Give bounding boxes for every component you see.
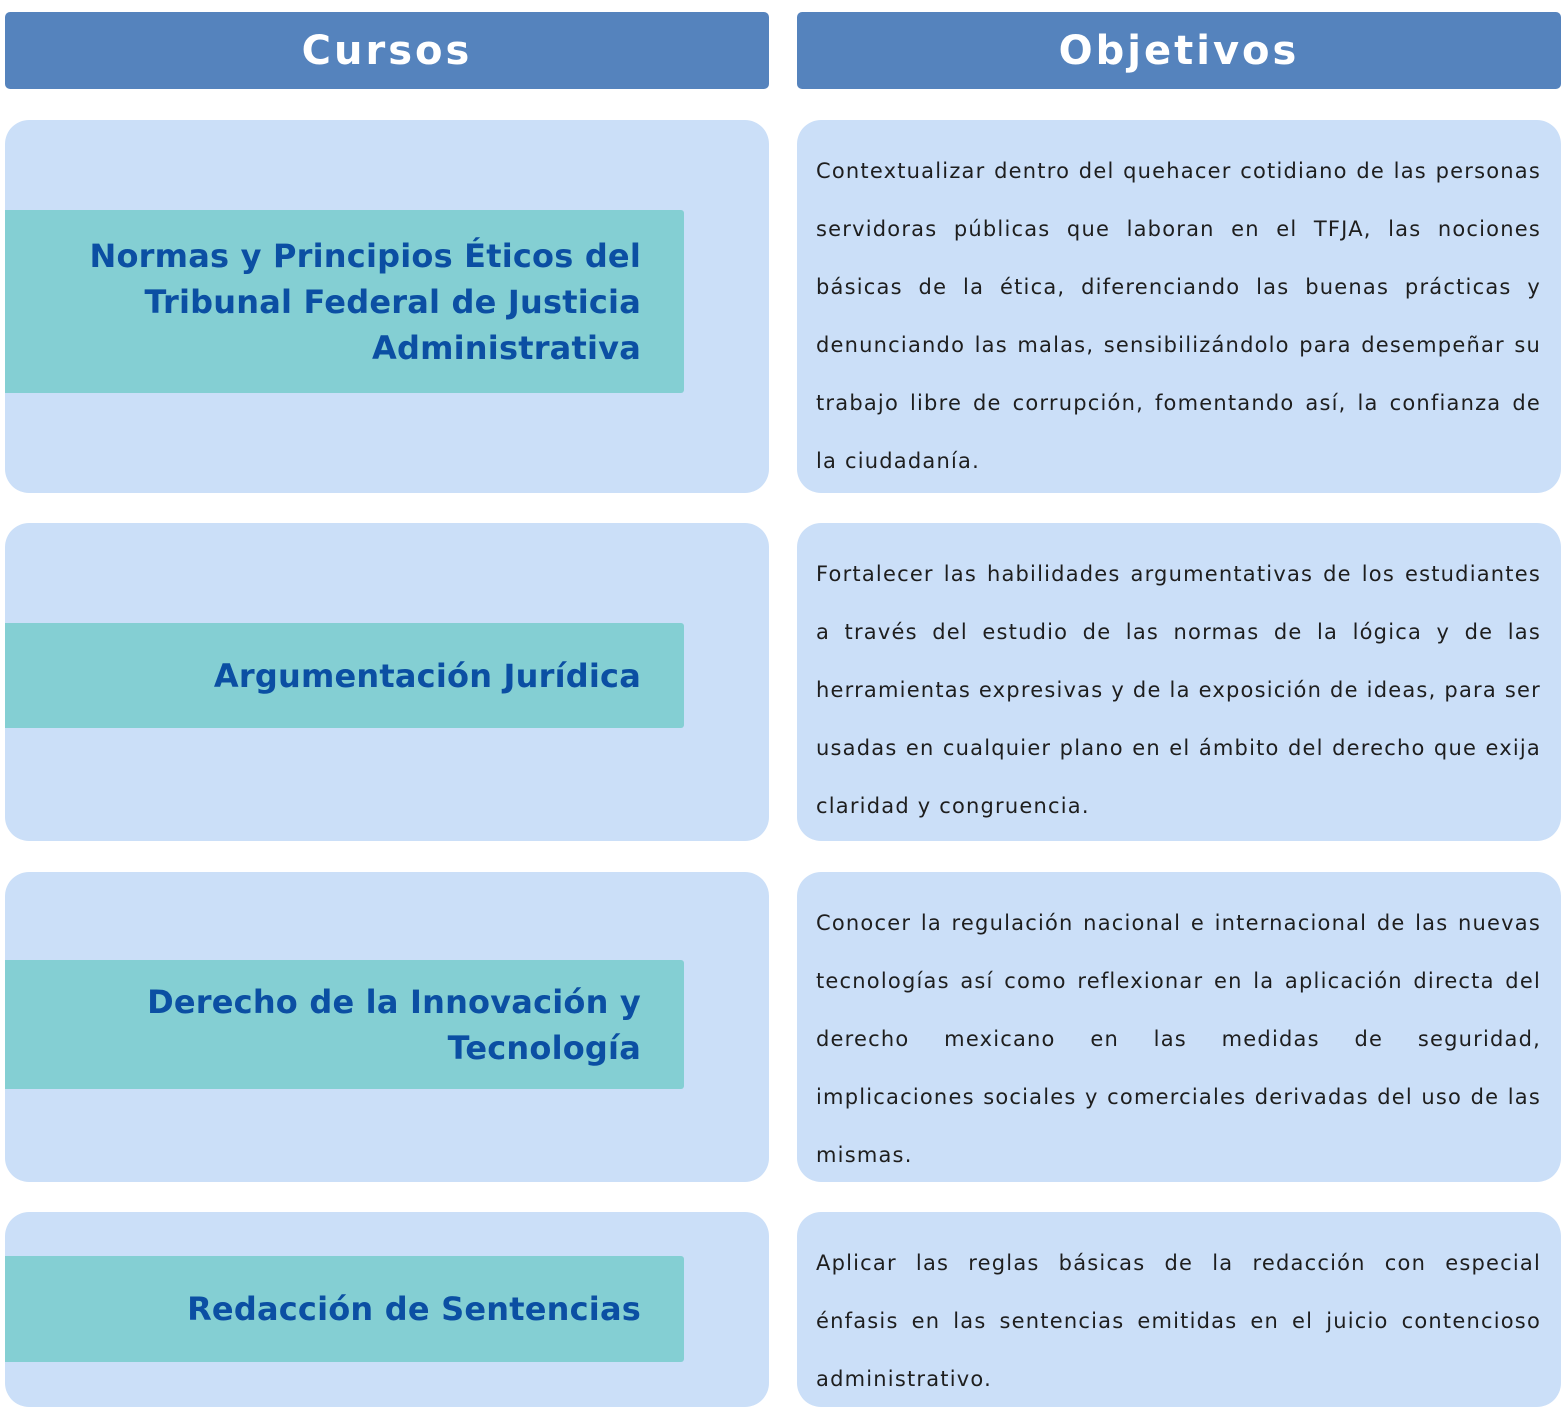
course-band-3 xyxy=(5,960,684,1089)
course-band-2 xyxy=(5,623,684,728)
objective-card-1 xyxy=(797,120,1561,493)
course-card-1 xyxy=(5,120,769,493)
course-band-1 xyxy=(5,210,684,393)
objective-text-3: Conocer la regulación nacional e internacional de las nuevas tecnologías así como reflexionar en la aplicación directa del derecho mexicano en las medidas de seguridad, implicaciones sociales y comerciales derivadas del uso de las mismas. xyxy=(816,911,1541,1167)
course-title-1: Normas y Principios Éticos del Tribunal Federal de Justicia Administrativa xyxy=(89,236,641,367)
course-card-3 xyxy=(5,872,769,1182)
objectives-column-header: Objetivos xyxy=(797,12,1561,89)
course-title-4: Redacción de Sentencias xyxy=(187,1290,641,1328)
course-card-4 xyxy=(5,1212,769,1407)
course-card-2 xyxy=(5,523,769,841)
objective-card-4 xyxy=(797,1212,1561,1407)
objective-card-2 xyxy=(797,523,1561,841)
courses-column-header: Cursos xyxy=(5,12,769,89)
course-title-2: Argumentación Jurídica xyxy=(213,656,641,695)
objective-card-3 xyxy=(797,872,1561,1182)
objective-text-1: Contextualizar dentro del quehacer cotidiano de las personas servidoras públicas que laboran en el TFJA, las nociones básicas de la ética, diferenciando las buenas prácticas y denunciando las malas, sensibilizándolo para desempeñar su trabajo libre de corrupción, fomentando así, la confianza de la ciudadanía. xyxy=(816,159,1541,473)
objective-text-4: Aplicar las reglas básicas de la redacción con especial énfasis en las sentencias emitidas en el juicio contencioso administrativo. xyxy=(816,1251,1541,1391)
course-band-4 xyxy=(5,1256,684,1362)
objective-text-2: Fortalecer las habilidades argumentativas de los estudiantes a través del estudio de las normas de la lógica y de las herramientas expresivas y de la exposición de ideas, para ser usadas en cualquier plano en el ámbito del derecho que exija claridad y congruencia. xyxy=(816,562,1541,818)
course-title-3: Derecho de la Innovación y Tecnología xyxy=(147,982,641,1067)
